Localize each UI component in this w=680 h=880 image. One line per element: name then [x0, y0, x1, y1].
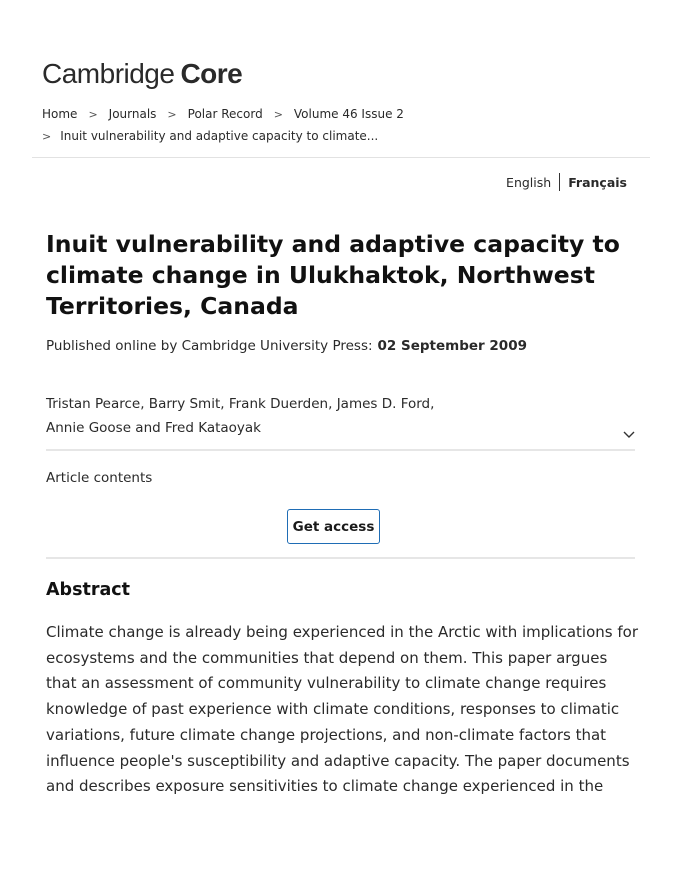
chevron-down-icon[interactable] [620, 426, 638, 444]
breadcrumb-current-article: Inuit vulnerability and adaptive capacity to climate... [60, 129, 379, 143]
logo-text-core: Core [180, 58, 243, 89]
language-switcher [506, 173, 627, 191]
abstract-text: Climate change is already being experienced in the Arctic with implications for ecosystems and the communities that depend on them. This paper argues that an assessment of community vulnerability to climate change requires knowledge of past experience with climate conditions, responses to climatic variations, future climate change projections, and non-climate factors that influence people's susceptibility and adaptive capacity. The paper documents and describes exposure sensitivities to climate change experienced in the [46, 623, 638, 796]
author-list [46, 392, 586, 440]
breadcrumb-separator: > [167, 107, 177, 121]
cambridge-core-logo[interactable] [42, 58, 242, 90]
published-label: Published online by Cambridge University Press: [46, 338, 373, 354]
get-access-button[interactable]: Get access [287, 509, 380, 544]
breadcrumb [42, 104, 642, 146]
breadcrumb-separator: > [88, 107, 98, 121]
header-divider [32, 157, 650, 158]
language-divider [559, 173, 560, 191]
authors-line-1[interactable]: Tristan Pearce, Barry Smit, Frank Duerden, James D. Ford, [46, 396, 435, 412]
language-french-link[interactable]: Français [568, 174, 627, 190]
access-divider [46, 557, 635, 559]
authors-line-2[interactable]: Annie Goose and Fred Kataoyak [46, 420, 261, 436]
breadcrumb-home[interactable]: Home [42, 107, 78, 121]
article-title: Inuit vulnerability and adaptive capacity to climate change in Ulukhaktok, Northwest Territories, Canada [46, 230, 620, 320]
breadcrumb-polar-record[interactable]: Polar Record [187, 107, 263, 121]
article-contents-toggle[interactable]: Article contents [46, 470, 153, 486]
breadcrumb-separator: > [273, 107, 283, 121]
breadcrumb-separator: > [42, 129, 52, 143]
authors-divider [46, 449, 635, 451]
logo-text-cambridge: Cambridge [42, 58, 175, 89]
published-info [46, 338, 527, 354]
breadcrumb-journals[interactable]: Journals [108, 107, 157, 121]
breadcrumb-volume-issue[interactable]: Volume 46 Issue 2 [293, 107, 404, 121]
language-english-link[interactable]: English [506, 174, 552, 190]
abstract-heading: Abstract [46, 580, 131, 600]
published-date: 02 September 2009 [377, 338, 527, 354]
